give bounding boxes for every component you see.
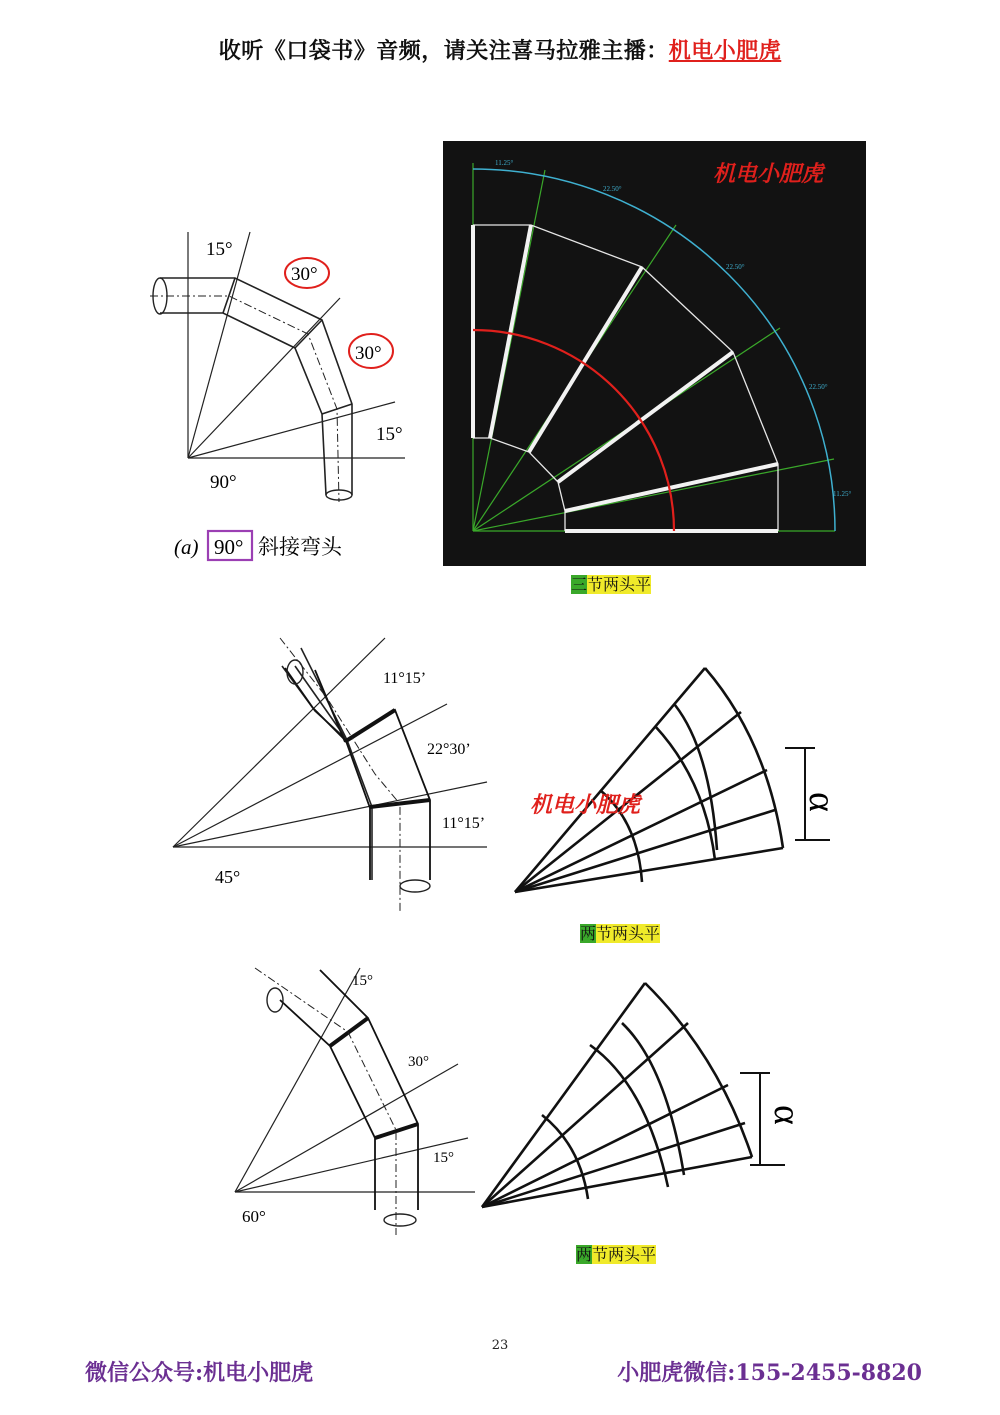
footer-wechat-account: 微信公众号:机电小肥虎: [85, 1360, 314, 1386]
elbow-seams: [330, 1018, 418, 1138]
cad-caption-highlight: 三: [571, 575, 588, 594]
footer-wechat-contact: 小肥虎微信:155-2455-8820: [617, 1360, 922, 1386]
cad-dim-4: 22.50°: [809, 383, 828, 391]
radial-line-45: [188, 298, 340, 458]
page-header: [0, 34, 1000, 65]
fig45-caption: [580, 921, 660, 944]
angle-label-bottom: 11°15’: [442, 815, 486, 832]
page-number: 23: [491, 1338, 509, 1353]
cad-dim-5: 11.25°: [833, 490, 852, 498]
angle-label-top: 11°15’: [383, 670, 427, 687]
angle-label-total: 60°: [242, 1207, 266, 1226]
cad-dim-1: 11.25°: [495, 159, 514, 167]
angle-label-bottom: 15°: [376, 424, 403, 445]
angle-label-total: 45°: [215, 867, 241, 887]
header-host-link[interactable]: 机电小肥虎: [668, 38, 782, 64]
fig60-caption: [576, 1242, 656, 1265]
sketch-watermark: 机电小肥虎: [530, 792, 641, 817]
caption-text: 斜接弯头: [258, 535, 342, 559]
cad-caption: [571, 572, 651, 595]
alpha-symbol: α: [766, 1105, 808, 1125]
angle-label-top: 15°: [352, 973, 373, 989]
fig60-caption-rest: 节两头平: [592, 1245, 657, 1264]
angle-label-mid: 30°: [408, 1054, 429, 1070]
radial-line-3375: [173, 704, 447, 847]
angle-label-total: 90°: [210, 472, 237, 493]
sector-sketch-45: [505, 660, 845, 900]
angle-label-bottom: 15°: [433, 1150, 454, 1166]
cad-caption-rest: 节两头平: [587, 575, 652, 594]
angle-label-mid1: 30°: [291, 264, 318, 285]
figure-90-elbow: [130, 220, 430, 580]
pipe-end-top: [287, 660, 303, 684]
angle-label-top: 15°: [206, 239, 233, 260]
angle-label-mid2: 30°: [355, 343, 382, 364]
radial-line-45: [173, 638, 385, 847]
cad-elbow-panel: [443, 141, 866, 566]
cad-watermark: 机电小肥虎: [713, 161, 824, 186]
radial-line-15: [188, 232, 250, 458]
seg-inner-a: [315, 670, 345, 742]
figure-60-elbow: [200, 960, 490, 1240]
fig45-caption-highlight: 两: [580, 924, 597, 943]
radial-line-45: [235, 1064, 458, 1192]
radial-line-1125: [173, 782, 487, 847]
header-prefix: 收听《口袋书》音频，请关注喜马拉雅主播：: [218, 38, 669, 64]
sector-lines: [482, 983, 752, 1207]
caption-italic: (a): [174, 535, 199, 559]
alpha-symbol: α: [801, 792, 843, 812]
radial-line-60: [235, 968, 360, 1192]
caption-boxed-value: 90°: [214, 535, 244, 559]
pipe-end-bottom: [400, 880, 430, 892]
sector-lines: [515, 668, 783, 892]
cad-dim-2: 22.50°: [603, 185, 622, 193]
cad-dim-3: 22.50°: [726, 263, 745, 271]
fig60-caption-highlight: 两: [576, 1245, 593, 1264]
elbow-seams: [346, 710, 430, 807]
elbow-centerline: [280, 638, 400, 912]
pipe-end-bottom: [384, 1214, 416, 1226]
fig45-caption-rest: 节两头平: [596, 924, 661, 943]
seg-outer-a: [285, 668, 313, 708]
angle-label-mid: 22°30’: [427, 741, 471, 758]
radial-line-75: [188, 402, 395, 458]
elbow-outline: [280, 970, 418, 1210]
sector-sketch-60: [470, 975, 830, 1225]
figure-45-elbow: [165, 630, 510, 920]
